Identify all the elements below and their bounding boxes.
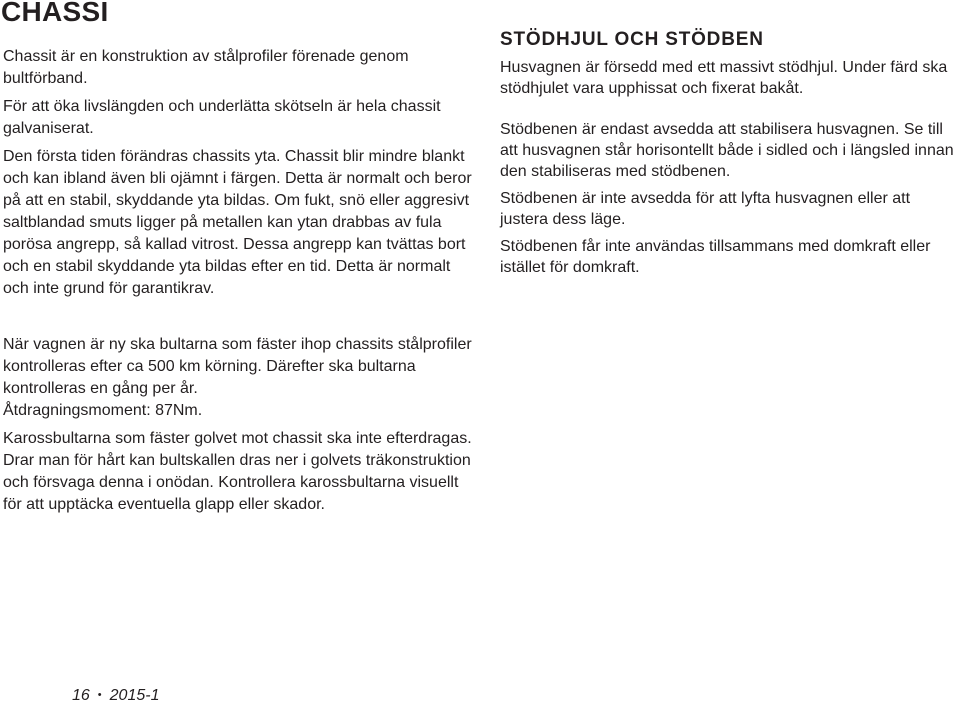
page-title: CHASSI (1, 0, 109, 27)
support-paragraph-legs-lift: Stödbenen är inte avsedda för att lyfta husvagnen eller att justera dess läge. (500, 190, 911, 228)
bolts-torque: Åtdragningsmoment: 87Nm. (3, 402, 203, 419)
bolts-section (3, 334, 478, 516)
support-paragraph-legs-stabilize: Stödbenen är endast avsedda att stabilisera husvagnen. Se till att husvagnen står horisontellt både i sidled och i längsled innan den stabiliseras med stödbenen. (500, 121, 954, 180)
chassi-paragraph-surface: Den första tiden förändras chassits yta. Chassit blir mindre blankt och kan ibland även bli ojämnt i färgen. Detta är normalt och beror på att en stabil, skyddande yta bildas. Om fukt, snö eller aggresivt saltblandad smuts ligger på metallen kan ytan drabbas av fula porösa angrepp, så kallad vitrost. Dessa angrepp kan tvättas bort och en stabil skyddande yta bildas efter en tid. Detta är normalt och inte grund för garantikrav. (3, 148, 472, 297)
support-wheel-section (500, 27, 955, 278)
page-number: 16 (72, 687, 90, 704)
bullet-separator: • (97, 689, 102, 701)
document-version: 2015-1 (109, 687, 160, 704)
bolts-paragraph-body: Karossbultarna som fäster golvet mot chassit ska inte efterdragas. Drar man för hårt kan bultskallen dras ner i golvets träkonstruktion och försvaga denna i onödan. Kontrollera karossbultarna visuellt för att upptäcka eventuella glapp eller skador. (3, 430, 472, 513)
page-footer (72, 686, 159, 705)
chassi-section (3, 46, 473, 300)
bolts-paragraph-check: När vagnen är ny ska bultarna som fäster ihop chassits stålprofiler kontrolleras efter ca 500 km körning. Därefter ska bultarna kontrolleras en gång per år. (3, 336, 472, 397)
chassi-paragraph-galvanized: För att öka livslängden och underlätta skötseln är hela chassit galvaniserat. (3, 98, 441, 137)
chassi-paragraph-construction: Chassit är en konstruktion av stålprofiler förenade genom bultförband. (3, 48, 409, 87)
section-heading-support: STÖDHJUL OCH STÖDBEN (500, 29, 764, 50)
support-paragraph-legs-jack: Stödbenen får inte användas tillsammans med domkraft eller istället för domkraft. (500, 238, 931, 276)
support-paragraph-wheel: Husvagnen är försedd med ett massivt stödhjul. Under färd ska stödhjulet vara upphissat och fixerat bakåt. (500, 59, 948, 97)
